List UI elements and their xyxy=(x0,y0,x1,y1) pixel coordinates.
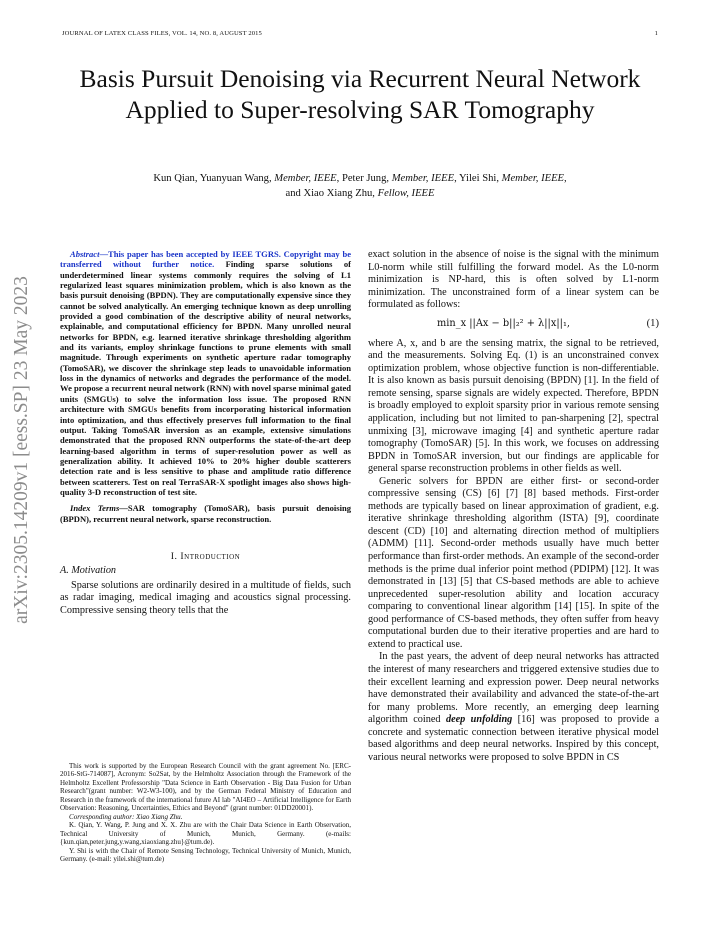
footnotes xyxy=(60,762,351,863)
keyword-deep-unfolding: deep unfolding xyxy=(445,714,513,726)
affiliation-2: Y. Shi is with the Chair of Remote Sensing Technology, Technical University of Munich, Munich, Germany. (e-mail: yilei.shi@tum.de) xyxy=(60,846,351,863)
paragraph-solvers: Generic solvers for BPDN are either first- or second-order compressive sensing (CS) [6] [7] [8] based methods. First-order methods are typically based on linear approximation of gradient, e.g. iterative shrinkage thresholding algorithm (ISTA) [9], coordinate descent (CD) [10] and alternating direction method of multipliers (ADMM) [11]. Second-order methods usually have much better performance than first-order methods. An example of the second-order methods is the prime dual inferior point method (PDIPM) [12]. It was demonstrated in [13] [5] that CS-based methods are able to achieve unprecedented super-resolution ability and location accuracy comparing to conventional linear algorithm [14] [15]. In spite of the good performance of CS-based methods, they often suffer from heavy computational burden due to their iterative properties and are hard to extend to practical use. xyxy=(368,475,659,650)
paragraph-bpdn: where A, x, and b are the sensing matrix, the signal to be retrieved, and the measurements. Solving Eq. (1) is an unconstrained convex optimization problem, whose objective function is non-differentiable. It is also known as basis pursuit denoising (BPDN) [1]. In the field of remote sensing, sparse signals are widely expected. Therefore, BPDN is broadly employed to exploit sparsity prior in various remote sensing application, including but not limited to pan-sharpening [2], spectral unmixing [3], microwave imaging [4] and synthetic aperture radar tomography (TomoSAR) [5]. In this work, we focuses on addressing BPDN in TomoSAR inversion, but our findings are applicable for general sparse reconstruction problems in other fields as well. xyxy=(368,337,659,475)
running-header xyxy=(62,30,658,42)
page-number: 1 xyxy=(654,30,658,37)
left-column xyxy=(60,249,351,617)
corresponding-author: Corresponding author: Xiao Xiang Zhu. xyxy=(69,812,183,821)
subsection-heading: A. Motivation xyxy=(60,564,117,576)
abstract-text: Finding sparse solutions of underdetermined linear systems commonly requires the solving of L1 regularized least squares minimization problem, which is also known as the basis pursuit denoising (BPDN). They are computationally expensive since they cannot be solved analytically. An emerging technique known as deep unrolling provided a good combination of the descriptive ability of neural networks, explainable, and computational efficiency for BPDN. Many unrolled neural networks for BPDN, e.g. learned iterative shrinkage thresholding algorithm and its variants, employ shrinkage functions to prune elements with small magnitude. Through experiments on synthetic aperture radar tomography (TomoSAR), we discover the shrinkage step leads to unavoidable information loss in the dynamics of networks and degrades the performance of the model. We propose a recurrent neural network (RNN) with novel sparse minimal gated units (SMGUs) to solve the information loss issue. The proposed RNN architecture with SMGUs benefits from incorporating historical information into optimization, and thus effectively preserves full information to the final output. Taking TomoSAR inversion as an example, extensive simulations demonstrated that the proposed RNN outperforms the state-of-the-art deep learning-based algorithm in terms of super-resolution power as well as generalization ability. It achieved 10% to 20% higher double scatterers detection rate and is less sensitive to phase and amplitude ratio difference between scatterers. Test on real TerraSAR-X spotlight images also shows high-quality 3-D reconstruction of test site. xyxy=(60,259,351,497)
equation-body: min_x ||Ax − b||₂² + λ||x||₁, xyxy=(436,318,571,330)
author-list: Kun Qian, Yuanyuan Wang, Member, IEEE, Peter Jung, Member, IEEE, Yilei Shi, Member, IEEE, and Xiao Xiang Zhu, Fellow, IEEE xyxy=(153,173,567,199)
paragraph-forward-model: exact solution in the absence of noise is the signal with the minimum L0-norm while still fulfilling the forward model. As the L0-norm minimization is NP-hard, this is often solved by L1-norm minimization. The unconstrained form of a linear system can be formulated as follows: xyxy=(368,249,659,311)
paragraph-deep-learning: In the past years, the advent of deep neural networks has attracted the interest of many researchers and triggered extensive studies due to their excellent learning and expression power. Deep neural networks have demonstrated their availability and advanced the state-of-the-art for many problems. More recently, an emerging deep learning algorithm coined deep unfolding [16] was proposed to provide a concrete and systematic connection between iterative physical model based algorithms and deep neural networks. Inspired by this concept, various neural networks were proposed to solve BPDN in CS xyxy=(368,651,659,763)
section-heading: I. Introduction xyxy=(170,550,241,562)
index-terms: Index Terms—SAR tomography (TomoSAR), basis pursuit denoising (BPDN), recurrent neural network, sparse reconstruction. xyxy=(60,503,351,524)
equation-number: (1) xyxy=(646,318,659,330)
abstract: Abstract—This paper has been accepted by IEEE TGRS. Copyright may be transferred without further notice. Finding sparse solutions of underdetermined linear systems commonly requires the solving of L1 regularized least squares minimization problem, which is also known as the basis pursuit denoising (BPDN). They are computationally expensive since they cannot be solved analytically. An emerging technique known as deep unrolling provided a good combination of the descriptive ability of neural networks, explainable, and computational efficiency for BPDN. Many unrolled neural networks for BPDN, e.g. learned iterative shrinkage thresholding algorithm and its variants, employ shrinkage functions to prune elements with small magnitude. Through experiments on synthetic aperture radar tomography (TomoSAR), we discover the shrinkage step leads to unavoidable information loss in the dynamics of networks and degrades the performance of the model. We propose a recurrent neural network (RNN) with novel sparse minimal gated units (SMGUs) to solve the information loss issue. The proposed RNN architecture with SMGUs benefits from incorporating historical information into optimization, and thus effectively preserves full information to the final output. Taking TomoSAR inversion as an example, extensive simulations demonstrated that the proposed RNN outperforms the state-of-the-art deep learning-based algorithm in terms of super-resolution power as well as generalization ability. It achieved 10% to 20% higher double scatterers detection rate and is less sensitive to phase and amplitude ratio difference between scatterers. Test on real TerraSAR-X spotlight images also shows high-quality 3-D reconstruction of test site. xyxy=(60,249,351,497)
right-column xyxy=(368,249,659,764)
motivation-paragraph: Sparse solutions are ordinarily desired in a multitude of fields, such as radar imaging, medical imaging and acoustics signal processing. Compressive sensing theory tells that the xyxy=(60,579,351,616)
affiliation-1: K. Qian, Y. Wang, P. Jung and X. X. Zhu are with the Chair Data Science in Earth Observation, Technical University of Munich, Munich, Germany. (e-mails: {kun.qian,peter.jung,y.wang,xiaoxiang.zhu}@tum.de). xyxy=(60,821,351,847)
paper-title: Basis Pursuit Denoising via Recurrent Neural Network Applied to Super-resolving SAR Tomography xyxy=(79,64,641,124)
acceptance-note: —This paper has been accepted by IEEE TGRS. Copyright may be transferred without further notice. xyxy=(60,249,351,270)
equation-1 xyxy=(368,314,659,334)
funding-footnote: This work is supported by the European Research Council with the grant agreement No. [ERC-2016-StG-714087], Acronym: So2Sat, by the Helmholtz Association through the Framework of the Helmholtz Excellent Professorship "Data Science in Earth Observation - Big Data Fusion for Urban Research"(grant number: W2-W3-100), and by the German Federal Ministry of Education and Research in the framework of the international future AI lab "AI4EO – Artificial Intelligence for Earth Observation: Reasoning, Uncertainties, Ethics and Beyond" (grant number: 01DD20001). xyxy=(60,762,351,813)
journal-header: JOURNAL OF LATEX CLASS FILES, VOL. 14, NO. 8, AUGUST 2015 xyxy=(62,30,262,37)
arxiv-sidebar xyxy=(2,240,42,660)
arxiv-stamp: arXiv:2305.14209v1 [eess.SP] 23 May 2023 xyxy=(11,276,32,624)
